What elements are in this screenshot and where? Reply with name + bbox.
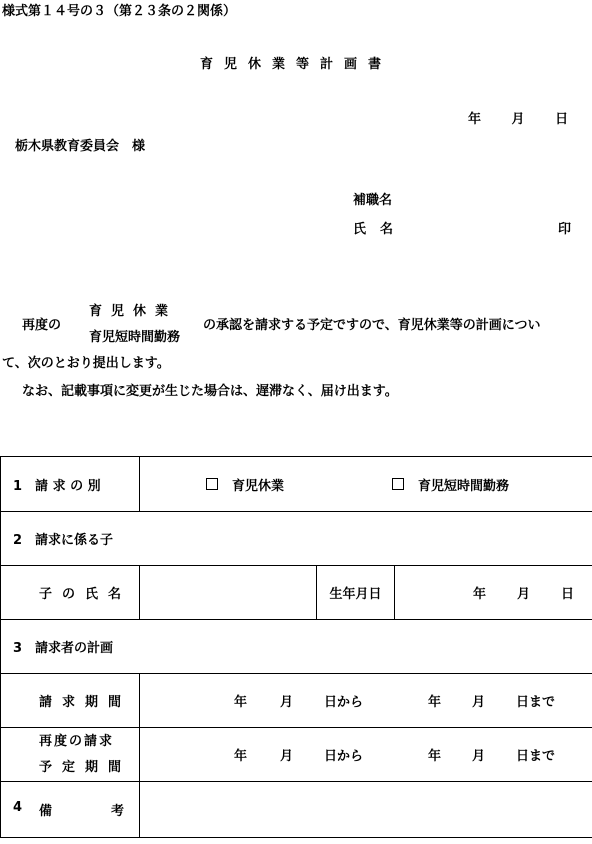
plan-section-row (1, 620, 592, 674)
body-prefix: 再度の (22, 318, 62, 333)
position-label: 補職名 (353, 193, 393, 208)
scheduled-period-row (1, 728, 592, 782)
plan-table (0, 456, 592, 838)
checkbox-childcare-leave[interactable] (206, 478, 218, 490)
remarks-field[interactable] (140, 782, 592, 838)
remarks-number: 4 (13, 800, 23, 815)
remarks-label-a: 備 (39, 804, 53, 819)
document-title: 育児休業等計画書 (199, 57, 392, 72)
scheduled-end-day: 日まで (516, 749, 556, 764)
remarks-row (1, 782, 592, 838)
birth-date-label: 生年月日 (317, 566, 395, 620)
scheduled-period-label-line2: 予定期間 (39, 759, 132, 775)
option-childcare-leave-label: 育児休業 (232, 478, 285, 494)
birth-date-field[interactable] (395, 566, 592, 620)
request-type-row (1, 457, 592, 512)
request-type-options (140, 457, 592, 512)
birth-day: 日 (561, 587, 575, 602)
option-short-hours-label: 育児短時間勤務 (418, 478, 510, 494)
applicant-name-label: 氏名 (353, 222, 408, 237)
period-end-month: 月 (472, 695, 486, 710)
child-name-label: 子の氏名 (1, 566, 140, 620)
body-option-short-hours: 育児短時間勤務 (89, 330, 181, 345)
remarks-label-b: 考 (111, 804, 125, 819)
body-option-childcare-leave: 育児休業 (89, 304, 178, 319)
date-month: 月 (511, 112, 525, 127)
scheduled-end-year: 年 (428, 749, 442, 764)
birth-month: 月 (517, 587, 531, 602)
scheduled-period-label-line1: 再度の請求 (39, 733, 115, 749)
addressee: 栃木県教育委員会 様 (15, 139, 146, 154)
request-period-field[interactable] (140, 674, 592, 728)
child-section-label: 2 請求に係る子 (1, 512, 592, 566)
form-number: 様式第１４号の３（第２３条の２関係） (2, 4, 237, 19)
scheduled-start-year: 年 (234, 749, 248, 764)
seal-mark: 印 (558, 222, 572, 237)
scheduled-end-month: 月 (472, 749, 486, 764)
child-name-field[interactable] (140, 566, 317, 620)
request-period-row (1, 674, 592, 728)
date-year: 年 (468, 112, 482, 127)
birth-year: 年 (473, 587, 487, 602)
scheduled-start-day: 日から (324, 749, 364, 764)
scheduled-period-label (1, 728, 140, 782)
period-end-day: 日まで (516, 695, 556, 710)
plan-section-label: 3 請求者の計画 (1, 620, 592, 674)
child-name-row (1, 566, 592, 620)
request-type-label: 1 請 求 の 別 (1, 457, 140, 512)
body-line2: て、次のとおり提出します。 (2, 356, 170, 371)
request-period-label: 請求期間 (1, 674, 140, 728)
remarks-label (1, 782, 140, 838)
body-line3: なお、記載事項に変更が生じた場合は、遅滞なく、届け出ます。 (22, 384, 398, 399)
submission-date (468, 108, 568, 127)
date-day: 日 (555, 112, 569, 127)
scheduled-start-month: 月 (280, 749, 294, 764)
period-start-day: 日から (324, 695, 364, 710)
body-line1: の承認を請求する予定ですので、育児休業等の計画につい (203, 318, 541, 333)
period-start-month: 月 (280, 695, 294, 710)
scheduled-period-field[interactable] (140, 728, 592, 782)
checkbox-short-hours[interactable] (392, 478, 404, 490)
period-end-year: 年 (428, 695, 442, 710)
child-section-row (1, 512, 592, 566)
period-start-year: 年 (234, 695, 248, 710)
